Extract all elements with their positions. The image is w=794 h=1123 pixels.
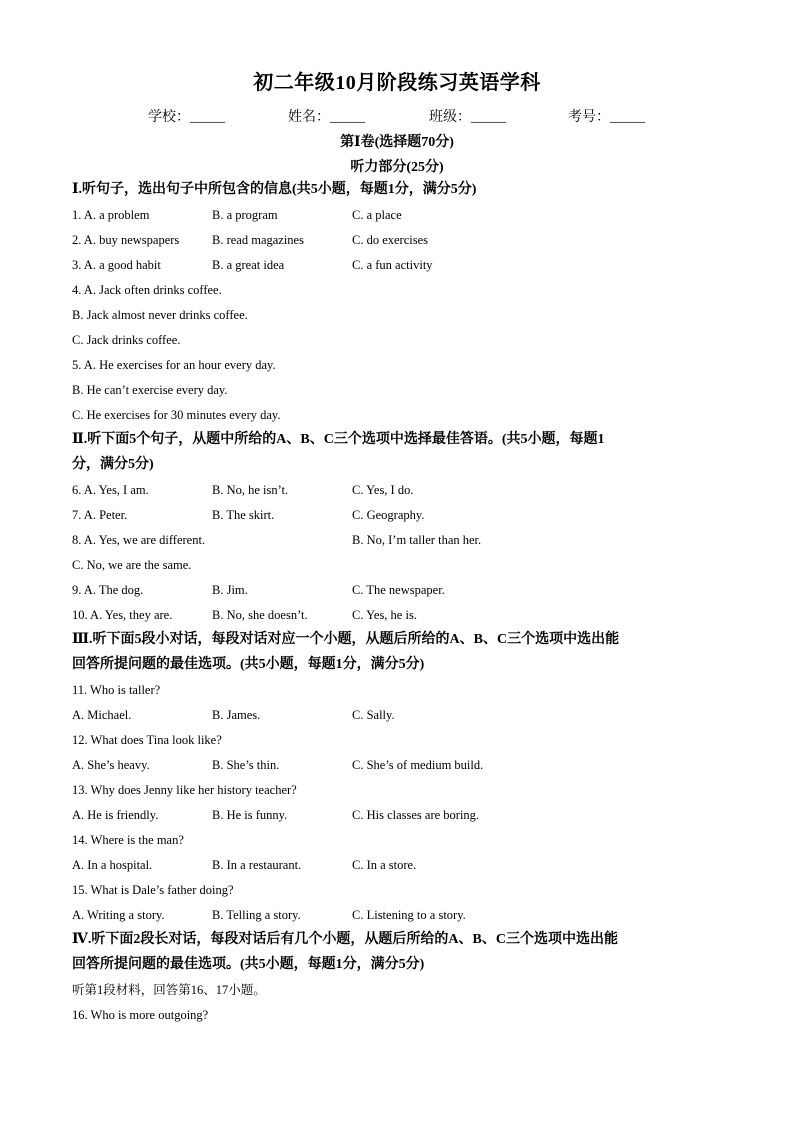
option-c: C. Sally. bbox=[352, 708, 395, 722]
option-b: B. Jim. bbox=[212, 583, 248, 597]
page-title: 初二年级10月阶段练习英语学科 bbox=[253, 72, 541, 94]
option-c: C. a place bbox=[352, 208, 402, 222]
option-c: C. Jack drinks coffee. bbox=[72, 333, 181, 347]
class-field: 班级：_____ bbox=[429, 110, 506, 125]
option-b: B. a program bbox=[212, 208, 278, 222]
section-4-heading-line-2: 回答所提问题的最佳选项。(共5小题，每题1分，满分5分) bbox=[72, 957, 425, 972]
section-2-heading-line-1: Ⅱ.听下面5个句子，从题中所给的A、B、C三个选项中选择最佳答语。(共5小题，每题1 bbox=[72, 432, 605, 447]
option-a: A. Michael. bbox=[72, 708, 132, 722]
exam-number-field: 考号：_____ bbox=[568, 110, 645, 125]
option-c: C. Yes, I do. bbox=[352, 483, 414, 497]
option-b: B. No, she doesn’t. bbox=[212, 608, 308, 622]
option-b: B. No, I’m taller than her. bbox=[352, 533, 482, 547]
question-stem: 15. What is Dale’s father doing? bbox=[72, 883, 234, 897]
option-c: C. The newspaper. bbox=[352, 583, 445, 597]
option-a: 10. A. Yes, they are. bbox=[72, 608, 173, 622]
question-stem: 14. Where is the man? bbox=[72, 833, 184, 847]
option-b: B. a great idea bbox=[212, 258, 285, 272]
option-a: A. He is friendly. bbox=[72, 808, 159, 822]
option-c: C. She’s of medium build. bbox=[352, 758, 484, 772]
option-b: B. James. bbox=[212, 708, 261, 722]
school-field: 学校：_____ bbox=[148, 110, 225, 125]
option-c: C. a fun activity bbox=[352, 258, 433, 272]
option-a: 3. A. a good habit bbox=[72, 258, 161, 272]
option-c: C. Listening to a story. bbox=[352, 908, 466, 922]
option-c: C. He exercises for 30 minutes every day. bbox=[72, 408, 281, 422]
option-a: 9. A. The dog. bbox=[72, 583, 144, 597]
student-info-row bbox=[0, 106, 794, 126]
question-stem: 13. Why does Jenny like her history teacher? bbox=[72, 783, 297, 797]
option-a: 6. A. Yes, I am. bbox=[72, 483, 149, 497]
option-c: C. In a store. bbox=[352, 858, 417, 872]
option-a: A. In a hospital. bbox=[72, 858, 153, 872]
section-2-heading-line-2: 分，满分5分) bbox=[72, 457, 154, 472]
section-4-heading-line-1: Ⅳ.听下面2段长对话，每段对话后有几个小题，从题后所给的A、B、C三个选项中选出能 bbox=[72, 932, 618, 947]
option-b: B. The skirt. bbox=[212, 508, 275, 522]
option-a: 1. A. a problem bbox=[72, 208, 150, 222]
listening-part-title: 听力部分(25分) bbox=[350, 160, 444, 175]
option-c: C. No, we are the same. bbox=[72, 558, 192, 572]
question-stem: 11. Who is taller? bbox=[72, 683, 161, 697]
option-c: C. Geography. bbox=[352, 508, 425, 522]
question-stem: 12. What does Tina look like? bbox=[72, 733, 222, 747]
option-c: C. do exercises bbox=[352, 233, 429, 247]
section-1-heading: Ⅰ.听句子，选出句子中所包含的信息(共5小题，每题1分，满分5分) bbox=[72, 182, 477, 197]
option-a: 7. A. Peter. bbox=[72, 508, 128, 522]
listening-material-note: 听第1段材料，回答第16、17小题。 bbox=[72, 983, 266, 997]
option-b: B. No, he isn’t. bbox=[212, 483, 289, 497]
option-b: B. She’s thin. bbox=[212, 758, 280, 772]
option-c: C. His classes are boring. bbox=[352, 808, 480, 822]
name-field: 姓名：_____ bbox=[288, 110, 365, 125]
option-b: B. He is funny. bbox=[212, 808, 288, 822]
question-16-stem: 16. Who is more outgoing? bbox=[72, 1008, 209, 1022]
option-b: B. Jack almost never drinks coffee. bbox=[72, 308, 248, 322]
option-b: B. He can’t exercise every day. bbox=[72, 383, 228, 397]
section-3-heading-line-1: Ⅲ.听下面5段小对话，每段对话对应一个小题，从题后所给的A、B、C三个选项中选出能 bbox=[72, 632, 620, 647]
option-b: B. read magazines bbox=[212, 233, 304, 247]
option-a: A. She’s heavy. bbox=[72, 758, 150, 772]
option-a: 5. A. He exercises for an hour every day. bbox=[72, 358, 276, 372]
section-3-heading-line-2: 回答所提问题的最佳选项。(共5小题，每题1分，满分5分) bbox=[72, 657, 425, 672]
option-a: 2. A. buy newspapers bbox=[72, 233, 180, 247]
option-c: C. Yes, he is. bbox=[352, 608, 417, 622]
option-a: 4. A. Jack often drinks coffee. bbox=[72, 283, 222, 297]
option-b: B. Telling a story. bbox=[212, 908, 301, 922]
volume-title: 第Ⅰ卷(选择题70分) bbox=[340, 135, 454, 150]
option-a: 8. A. Yes, we are different. bbox=[72, 533, 206, 547]
option-a: A. Writing a story. bbox=[72, 908, 165, 922]
option-b: B. In a restaurant. bbox=[212, 858, 302, 872]
